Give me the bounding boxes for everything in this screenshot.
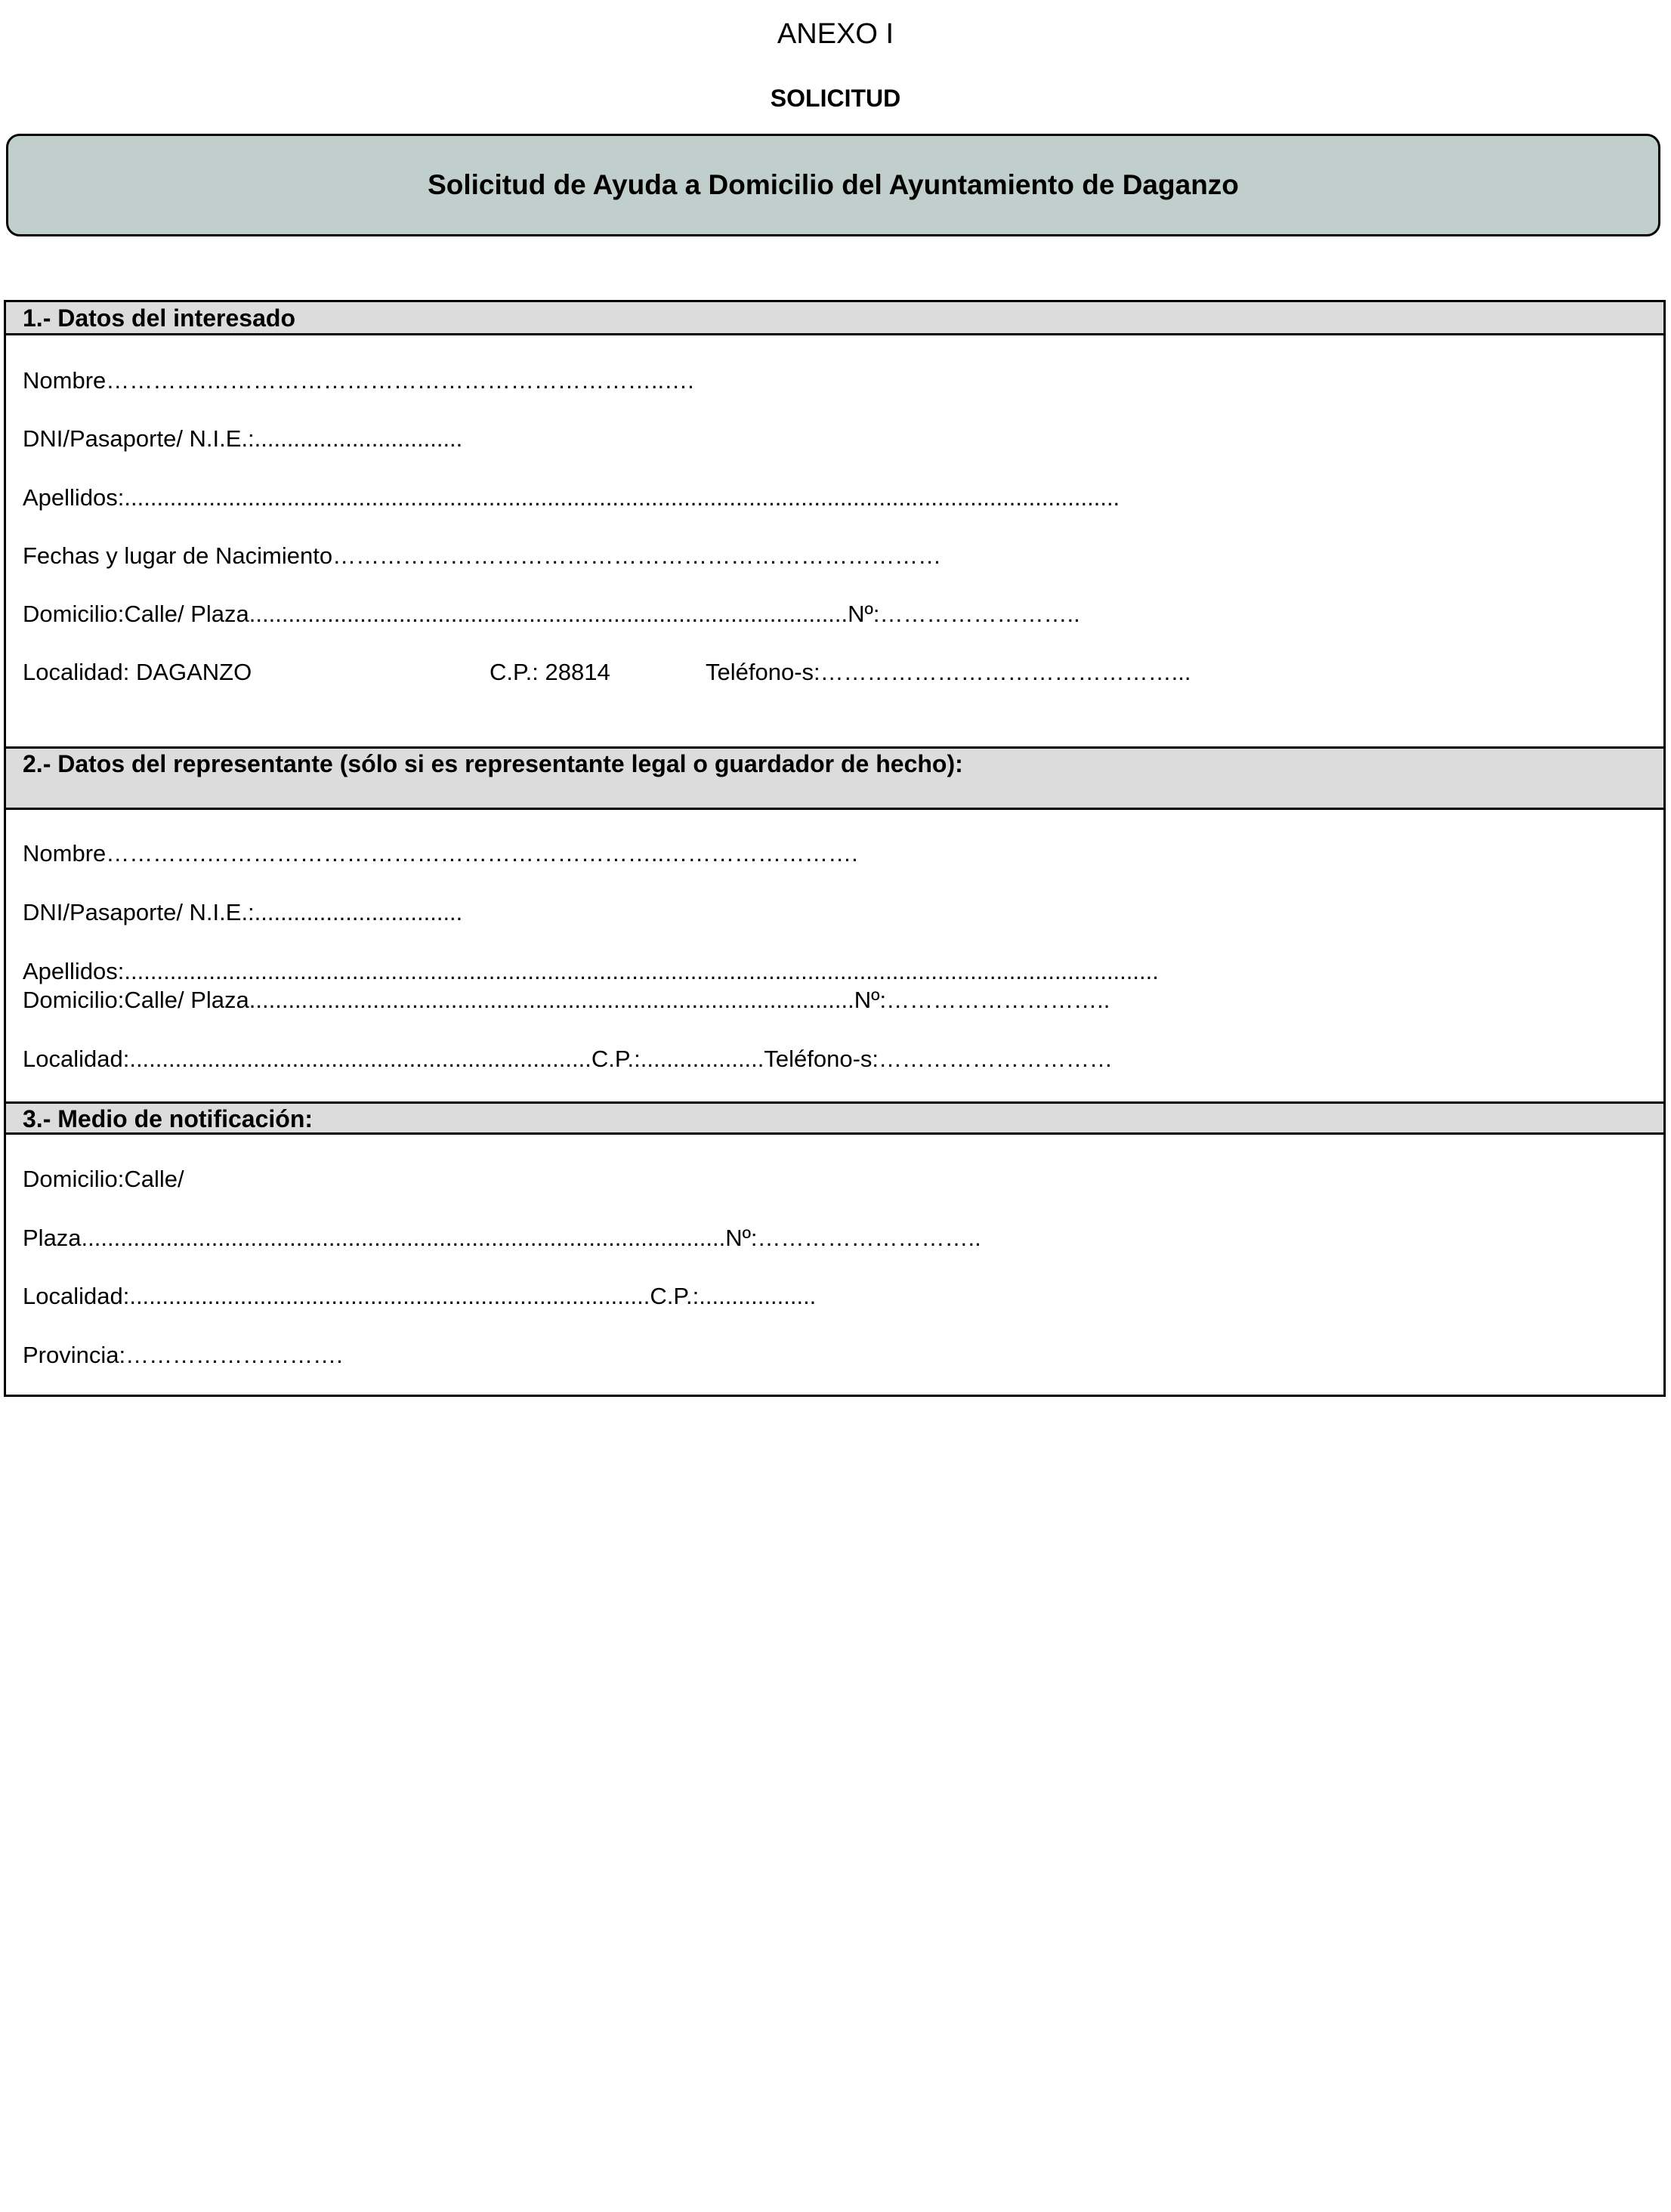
s2-domicilio-field[interactable]: Domicilio:Calle/ Plaza.............................................................................................Nº:……………………….. — [23, 987, 1110, 1013]
title-banner — [6, 134, 1660, 236]
s1-nacimiento-field[interactable]: Fechas y lugar de Nacimiento…………………………………………………………………… — [23, 542, 942, 569]
section-3-heading: 3.- Medio de notificación: — [6, 1101, 1663, 1135]
s3-domicilio-field[interactable]: Domicilio:Calle/ — [23, 1166, 184, 1192]
section-2-heading: 2.- Datos del representante (sólo si es representante legal o guardador de hecho): — [6, 746, 1663, 810]
page-title: Solicitud de Ayuda a Domicilio del Ayuntamiento de Daganzo — [428, 169, 1239, 200]
s1-domicilio-field[interactable]: Domicilio:Calle/ Plaza............................................................................................Nº:…………………….. — [23, 601, 1080, 627]
s1-telefono-field[interactable]: Teléfono-s:………………………………………... — [706, 659, 1191, 685]
s3-localidad-field[interactable]: Localidad:................................................................................C.P.:.................. — [23, 1283, 817, 1309]
s1-apellidos-field[interactable]: Apellidos:......................................................................................................................................................... — [23, 484, 1120, 511]
application-form — [4, 300, 1666, 1397]
s1-dni-field[interactable]: DNI/Pasaporte/ N.I.E.:................................ — [23, 425, 463, 452]
s2-apellidos-field[interactable]: Apellidos:............................................................................................................................................................... — [23, 958, 1159, 984]
s2-dni-field[interactable]: DNI/Pasaporte/ N.I.E.:................................ — [23, 899, 463, 925]
annex-label: ANEXO I — [777, 18, 894, 50]
s2-localidad-field[interactable]: Localidad:.......................................................................C.P.:...................Teléfono-s:………………………… — [23, 1046, 1113, 1072]
document-subtitle: SOLICITUD — [770, 85, 901, 112]
s1-localidad-value: Localidad: DAGANZO — [23, 659, 252, 685]
s2-nombre-field[interactable]: Nombre………….…………………………………………………..……………………. — [23, 840, 858, 867]
s3-provincia-field[interactable]: Provincia:………………………. — [23, 1342, 343, 1368]
s1-cp-value: C.P.: 28814 — [490, 659, 610, 685]
s1-nombre-field[interactable]: Nombre………….…………………………………………………..…. — [23, 367, 694, 394]
section-1-heading: 1.- Datos del interesado — [6, 302, 1663, 335]
s3-plaza-field[interactable]: Plaza...................................................................................................Nº:……………………….. — [23, 1225, 981, 1251]
